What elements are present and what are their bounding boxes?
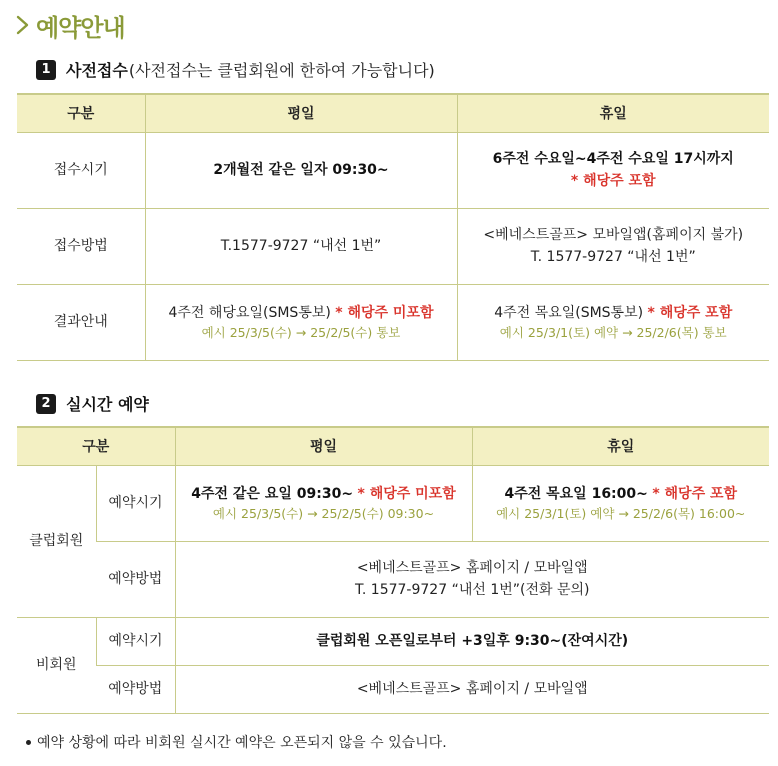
method-cell xyxy=(175,541,769,617)
section1-heading xyxy=(36,58,435,81)
table-row xyxy=(17,541,769,617)
weekday-example-note: 예시 25/3/5(수) → 25/2/5(수) 통보 xyxy=(201,325,401,340)
header-holiday: 휴일 xyxy=(472,427,769,465)
section2-heading xyxy=(36,392,149,415)
footnote xyxy=(26,732,447,752)
row-label: 예약방법 xyxy=(96,665,175,713)
non-member-method-value: <베네스트골프> 홈페이지 / 모바일앱 xyxy=(175,665,769,713)
header-holiday: 휴일 xyxy=(457,94,769,132)
weekday-main-text: T.1577-9727 “내선 1번” xyxy=(220,238,382,254)
weekday-cell xyxy=(145,284,457,360)
club-member-label: 클럽회원 xyxy=(17,465,96,617)
holiday-cell xyxy=(457,284,769,360)
holiday-highlight-text: * 해당주 포함 xyxy=(652,486,738,502)
holiday-cell xyxy=(472,465,769,541)
weekday-highlight-text: * 해당주 미포함 xyxy=(357,486,456,502)
page-title: 예약안내 xyxy=(36,13,125,42)
section2-number-badge: 2 xyxy=(36,394,56,414)
row-label: 접수시기 xyxy=(17,132,145,208)
row-label: 예약시기 xyxy=(96,617,175,665)
table-row xyxy=(17,208,769,284)
page-title-row xyxy=(12,8,125,42)
non-member-label: 비회원 xyxy=(17,617,96,713)
method-line-1: <베네스트골프> 홈페이지 / 모바일앱 xyxy=(356,560,588,576)
holiday-highlight-text: * 해당주 포함 xyxy=(647,305,733,321)
table-header-row xyxy=(17,427,769,465)
weekday-cell xyxy=(145,208,457,284)
weekday-highlight-text: * 해당주 미포함 xyxy=(335,305,434,321)
table-row xyxy=(17,465,769,541)
row-label: 예약방법 xyxy=(96,541,175,617)
section1-subtitle: (사전접수는 클럽회원에 한하여 가능합니다) xyxy=(128,61,435,80)
holiday-main-text: 6주전 수요일~4주전 수요일 17시까지 xyxy=(492,151,734,167)
table-row xyxy=(17,617,769,665)
non-member-time-value: 클럽회원 오픈일로부터 +3일후 9:30~(잔여시간) xyxy=(175,617,769,665)
method-line-2: T. 1577-9727 “내선 1번”(전화 문의) xyxy=(355,582,590,598)
header-category: 구분 xyxy=(17,94,145,132)
row-label: 접수방법 xyxy=(17,208,145,284)
holiday-main-text: 4주전 목요일(SMS통보) xyxy=(494,305,644,321)
header-weekday: 평일 xyxy=(175,427,472,465)
weekday-main-text: 4주전 같은 요일 09:30~ xyxy=(191,486,354,502)
section1-number-badge: 1 xyxy=(36,60,56,80)
weekday-cell xyxy=(175,465,472,541)
row-label: 예약시기 xyxy=(96,465,175,541)
holiday-second-line: T. 1577-9727 “내선 1번” xyxy=(530,249,696,265)
weekday-main-text: 2개월전 같은 일자 09:30~ xyxy=(213,162,389,178)
table-row xyxy=(17,132,769,208)
footnote-text: 예약 상황에 따라 비회원 실시간 예약은 오픈되지 않을 수 있습니다. xyxy=(37,735,447,751)
section1-title: 사전접수 xyxy=(66,61,128,80)
weekday-cell xyxy=(145,132,457,208)
holiday-main-text: 4주전 목요일 16:00~ xyxy=(504,486,648,502)
holiday-highlight-text: * 해당주 포함 xyxy=(570,173,656,189)
section2-title: 실시간 예약 xyxy=(66,395,149,414)
header-weekday: 평일 xyxy=(145,94,457,132)
holiday-main-text: <베네스트골프> 모바일앱(홈페이지 불가) xyxy=(483,227,744,243)
bullet-icon xyxy=(26,740,31,745)
table-header-row xyxy=(17,94,769,132)
chevron-right-icon xyxy=(12,10,34,40)
holiday-cell xyxy=(457,208,769,284)
holiday-cell xyxy=(457,132,769,208)
weekday-example-note: 예시 25/3/5(수) → 25/2/5(수) 09:30~ xyxy=(212,506,435,521)
weekday-main-text: 4주전 해당요일(SMS통보) xyxy=(168,305,331,321)
row-label: 결과안내 xyxy=(17,284,145,360)
table-row xyxy=(17,284,769,360)
holiday-example-note: 예시 25/3/1(토) 예약 → 25/2/6(목) 통보 xyxy=(499,325,727,340)
header-category: 구분 xyxy=(17,427,175,465)
realtime-reservation-table xyxy=(17,426,769,714)
holiday-example-note: 예시 25/3/1(토) 예약 → 25/2/6(목) 16:00~ xyxy=(496,506,746,521)
table-row xyxy=(17,665,769,713)
pre-registration-table xyxy=(17,93,769,361)
